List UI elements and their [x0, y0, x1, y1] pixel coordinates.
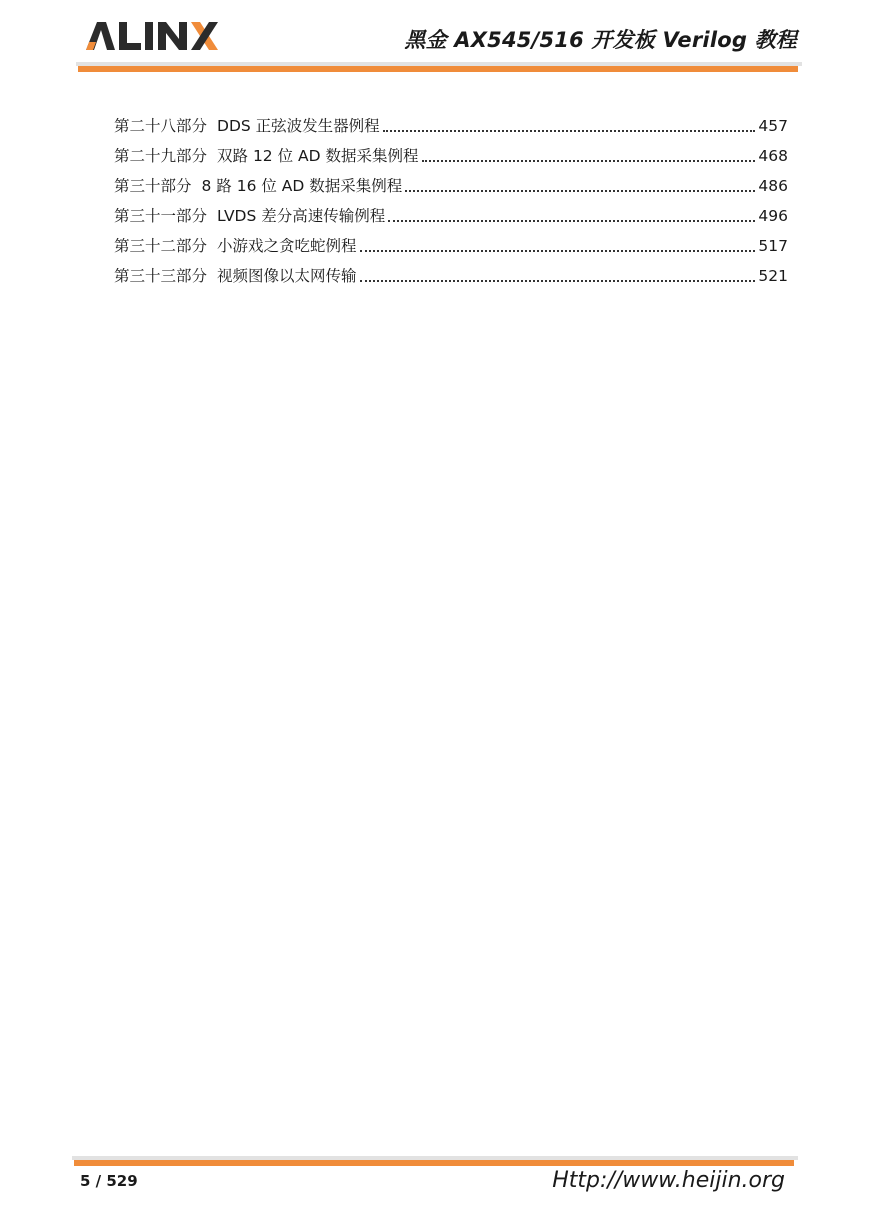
- website-url[interactable]: Http://www.heijin.org: [552, 1168, 785, 1193]
- toc-entry[interactable]: [114, 258, 788, 288]
- toc-entry[interactable]: [114, 108, 788, 138]
- page-indicator: 5 / 529: [80, 1172, 138, 1190]
- toc-entry[interactable]: [114, 138, 788, 168]
- toc-entry-label: [114, 264, 357, 288]
- toc-leader-dots: [360, 280, 756, 282]
- toc-page-number: 486: [758, 177, 788, 195]
- toc-page-number: 496: [758, 207, 788, 225]
- toc-part: 第三十三部分: [114, 267, 208, 285]
- toc-part: 第三十一部分: [114, 207, 208, 225]
- toc-page-number: 468: [758, 147, 788, 165]
- toc-leader-dots: [422, 160, 756, 162]
- toc-entry[interactable]: [114, 228, 788, 258]
- toc-title: 小游戏之贪吃蛇例程: [217, 237, 357, 255]
- toc-entry-label: [114, 234, 357, 258]
- toc-part: 第三十二部分: [114, 237, 208, 255]
- toc-leader-dots: [388, 220, 755, 222]
- document-title: 黑金 AX545/516 开发板 Verilog 教程: [404, 28, 797, 52]
- toc-page-number: 521: [758, 267, 788, 285]
- toc-entry-label: [114, 204, 385, 228]
- toc-title: 8 路 16 位 AD 数据采集例程: [201, 177, 403, 195]
- toc-entry-label: [114, 174, 402, 198]
- toc-part: 第二十九部分: [114, 147, 208, 165]
- header-divider: [78, 66, 798, 72]
- footer-divider: [74, 1160, 794, 1166]
- toc-page-number: 517: [758, 237, 788, 255]
- toc-entry-label: [114, 114, 380, 138]
- table-of-contents: [114, 108, 788, 288]
- alinx-logo: [84, 20, 220, 52]
- toc-page-number: 457: [758, 117, 788, 135]
- toc-title: LVDS 差分高速传输例程: [217, 207, 386, 225]
- toc-title: DDS 正弦波发生器例程: [217, 117, 380, 135]
- toc-leader-dots: [405, 190, 755, 192]
- page-header: [0, 0, 869, 80]
- toc-entry-label: [114, 144, 419, 168]
- toc-entry[interactable]: [114, 168, 788, 198]
- toc-part: 第二十八部分: [114, 117, 208, 135]
- toc-entry[interactable]: [114, 198, 788, 228]
- toc-leader-dots: [383, 130, 756, 132]
- toc-part: 第三十部分: [114, 177, 192, 195]
- toc-leader-dots: [360, 250, 756, 252]
- toc-title: 视频图像以太网传输: [217, 267, 357, 285]
- toc-title: 双路 12 位 AD 数据采集例程: [217, 147, 419, 165]
